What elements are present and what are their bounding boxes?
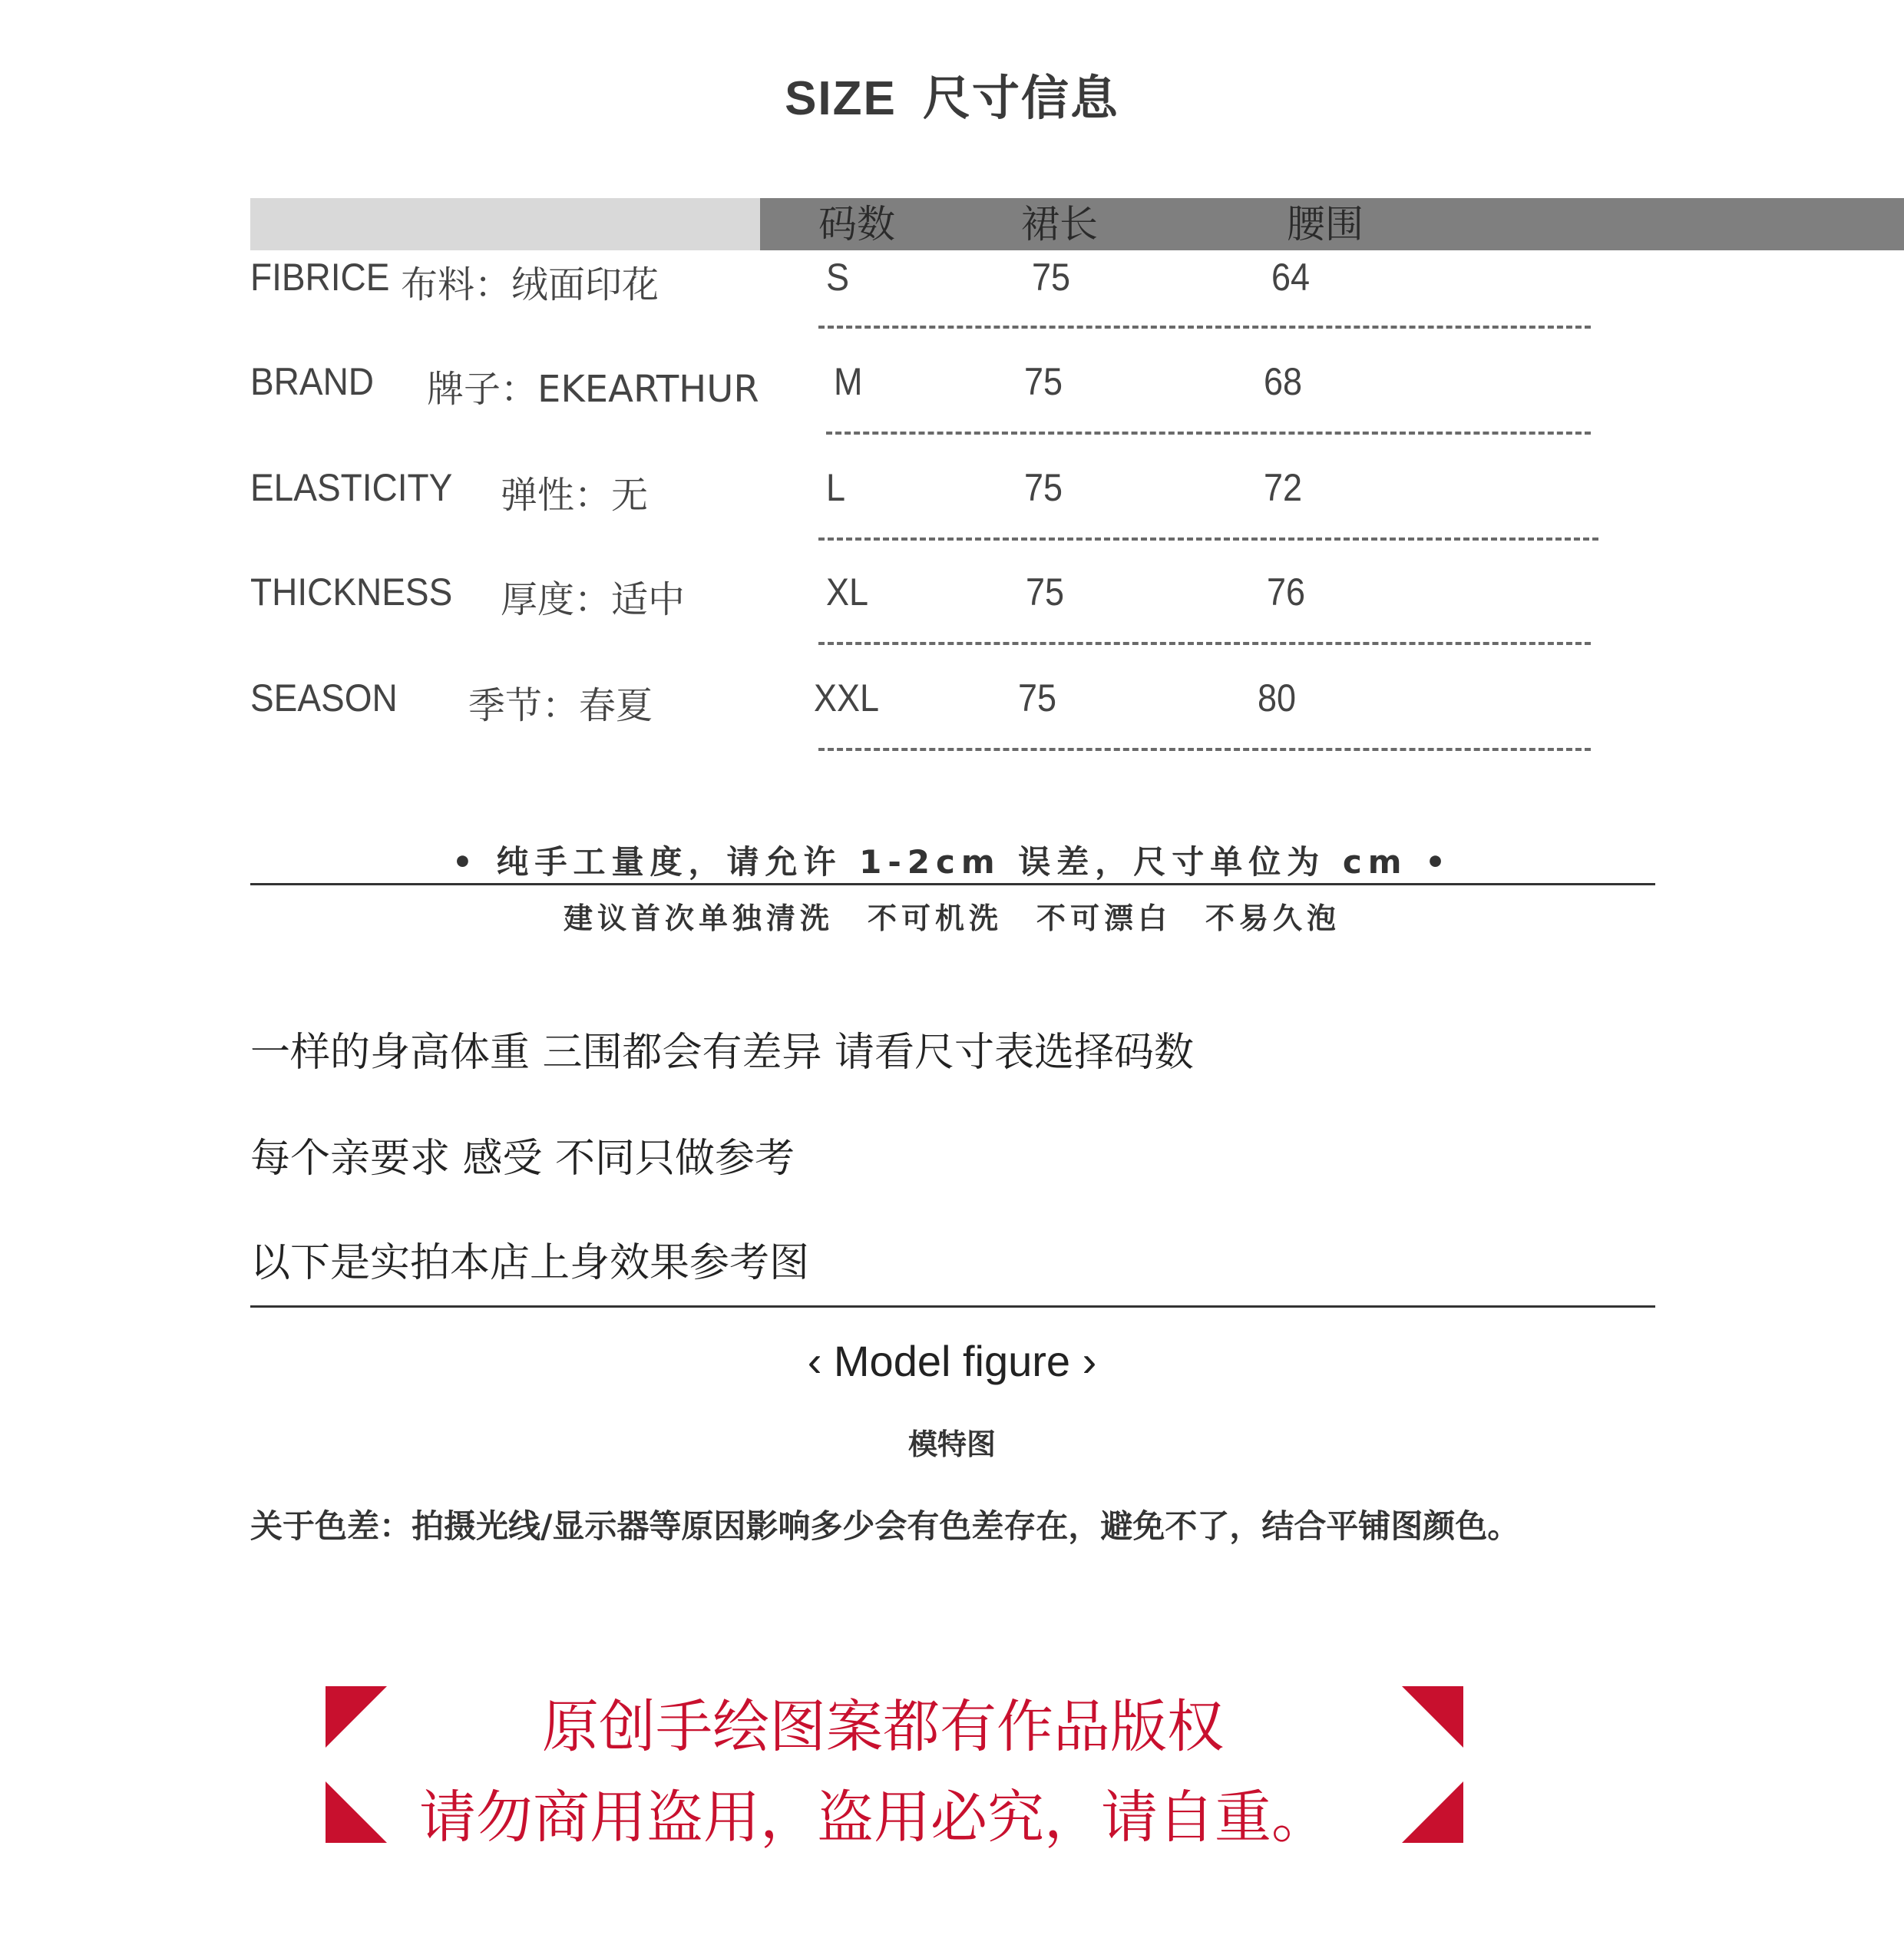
- cell-size: XL: [826, 571, 869, 614]
- model-figure-subtitle: 模特图: [907, 1427, 996, 1461]
- corner-mark-bottom-left: [326, 1781, 387, 1843]
- attr-label-zh: 牌子：EKEARTHUR: [427, 368, 759, 411]
- attr-label-en: ELASTICITY: [250, 466, 453, 509]
- title-zh: 尺寸信息: [922, 70, 1119, 126]
- header-length: 裙长: [1021, 202, 1098, 246]
- row-divider: [818, 326, 1591, 329]
- cell-size: S: [826, 256, 850, 299]
- color-note-text: 关于色差：拍摄光线/显示器等原因影响多少会有色差存在，避免不了，结合平铺图颜色。: [250, 1507, 1520, 1545]
- wash-note: 建议首次单独清洗 不可机洗 不可漂白 不易久泡: [563, 901, 1340, 935]
- cell-size: XXL: [814, 676, 880, 719]
- divider-line: [250, 883, 1655, 885]
- color-difference-note: [250, 1501, 1519, 1547]
- cell-waist: 68: [1264, 360, 1303, 403]
- attr-label-en: BRAND: [250, 360, 375, 403]
- corner-mark-top-right: [1402, 1686, 1463, 1748]
- cell-length: 75: [1026, 571, 1065, 614]
- paragraph-1: 一样的身高体重 三围都会有差异 请看尺寸表选择码数: [250, 1030, 1195, 1076]
- cell-waist: 80: [1258, 676, 1297, 719]
- divider-line: [250, 1305, 1655, 1308]
- cell-length: 75: [1024, 466, 1063, 509]
- row-divider: [818, 642, 1591, 645]
- row-divider: [818, 538, 1598, 541]
- header-size: 码数: [818, 202, 895, 246]
- attr-label-en: THICKNESS: [250, 571, 453, 614]
- corner-mark-top-left: [326, 1686, 387, 1748]
- cell-waist: 72: [1264, 466, 1303, 509]
- copyright-line-2: 请勿商用盗用，盗用必究，请自重。: [419, 1784, 1328, 1851]
- header-waist: 腰围: [1287, 202, 1364, 246]
- corner-mark-bottom-right: [1402, 1781, 1463, 1843]
- attr-label-en: SEASON: [250, 676, 398, 719]
- page-title: [0, 60, 1904, 128]
- title-en: SIZE: [785, 72, 897, 125]
- cell-length: 75: [1032, 256, 1071, 299]
- row-divider: [818, 748, 1591, 751]
- paragraph-2: 每个亲要求 感受 不同只做参考: [250, 1136, 795, 1182]
- cell-waist: 76: [1267, 571, 1306, 614]
- attr-label-zh: 季节：春夏: [468, 684, 653, 727]
- attr-label-zh: 布料：绒面印花: [401, 263, 659, 306]
- cell-length: 75: [1024, 360, 1063, 403]
- copyright-line-1: 原创手绘图案都有作品版权: [542, 1694, 1224, 1760]
- attr-label-zh: 弹性：无: [501, 474, 649, 517]
- paragraph-3: 以下是实拍本店上身效果参考图: [250, 1240, 810, 1286]
- table-header-bar-left: [250, 198, 760, 250]
- cell-size: M: [834, 360, 863, 403]
- cell-waist: 64: [1271, 256, 1311, 299]
- model-figure-title: ‹ Model figure ›: [807, 1337, 1097, 1385]
- attr-label-en: FIBRICE: [250, 256, 390, 299]
- attr-label-zh: 厚度：适中: [501, 578, 686, 621]
- cell-length: 75: [1018, 676, 1057, 719]
- row-divider: [826, 432, 1591, 435]
- cell-size: L: [826, 466, 846, 509]
- measurement-note: • 纯手工量度，请允许 1-2cm 误差，尺寸单位为 cm •: [452, 843, 1452, 881]
